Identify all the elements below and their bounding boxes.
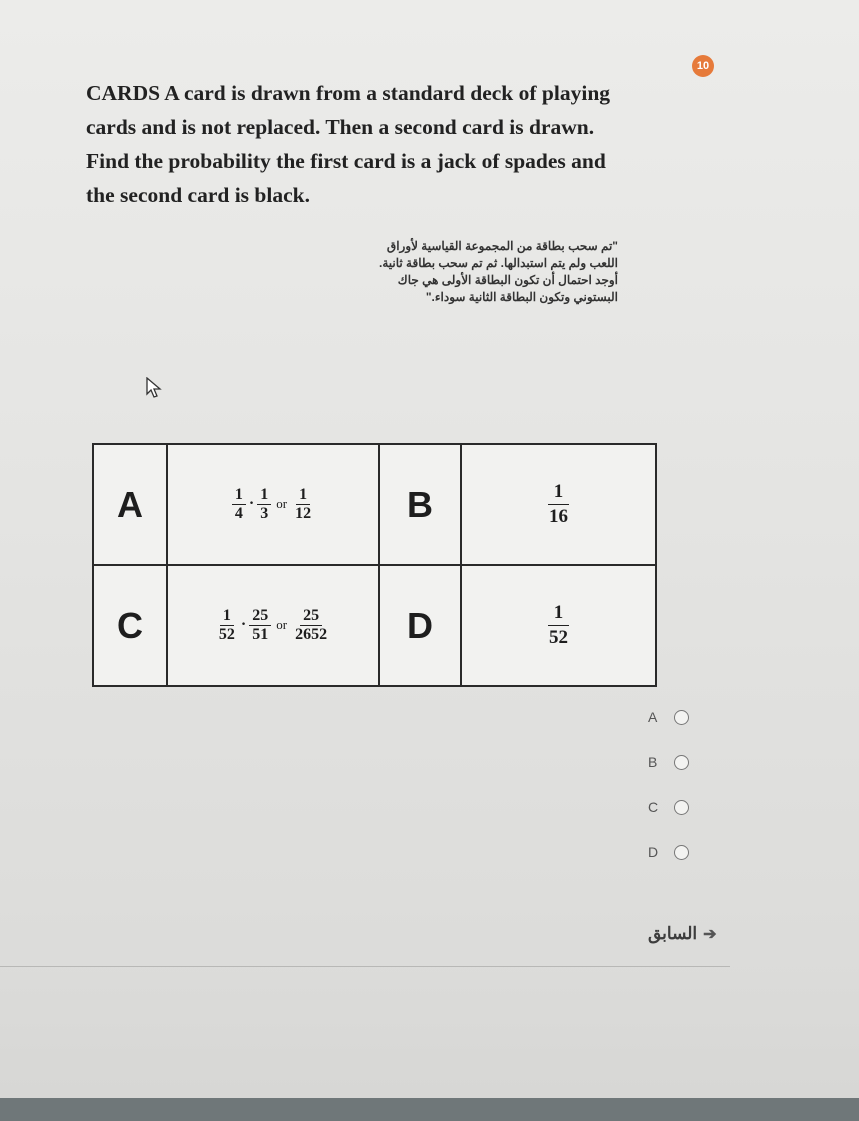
choice-letter-b: B	[379, 444, 461, 565]
choice-a-expression: $\frac{1}{4}$ · $\frac{1}{3}$ or $\frac{1}{12}$	[167, 444, 379, 565]
frac-num: 1	[232, 486, 246, 505]
mouse-cursor-icon	[146, 377, 162, 399]
arabic-translation-note: "تم سحب بطاقة من المجموعة القياسية لأوراق اللعب ولم يتم استبدالها. ثم تم سحب بطاقة ثانية. أوجد احتمال أن تكون البطاقة الأولى هي جاك البستوني وتكون البطاقة الثانية سوداء."	[378, 239, 618, 304]
frac-num: 25	[300, 607, 322, 626]
choice-letter-c: C	[93, 565, 167, 686]
option-b-radio[interactable]	[674, 755, 689, 770]
choice-d-expression	[461, 565, 656, 686]
frac-den: 52	[549, 627, 568, 648]
frac-den: 2652	[295, 626, 328, 643]
choice-c-expression: $\frac{1}{52}$ · $\frac{25}{51}$ or $\frac{25}{2652}$	[167, 565, 379, 686]
frac-num: 25	[249, 607, 271, 626]
previous-button[interactable]	[648, 924, 717, 944]
choice-letter-d: D	[379, 565, 461, 686]
option-a[interactable]	[648, 707, 689, 727]
frac-den: 4	[234, 505, 243, 522]
option-a-label: A	[648, 709, 658, 725]
option-d-radio[interactable]	[674, 845, 689, 860]
frac-num: 1	[548, 601, 570, 626]
option-d[interactable]	[648, 842, 689, 862]
bottom-bar	[0, 1098, 859, 1121]
option-d-label: D	[648, 844, 659, 860]
answer-options	[648, 707, 689, 887]
option-a-radio[interactable]	[674, 710, 689, 725]
choice-b-expression	[461, 444, 656, 565]
frac-num: 1	[220, 607, 234, 626]
previous-label: السابق	[648, 924, 698, 943]
frac-den: 3	[260, 505, 269, 522]
frac-num: 1	[548, 480, 570, 505]
frac-num: 1	[296, 486, 310, 505]
option-b[interactable]	[648, 752, 689, 772]
choice-letter-a: A	[93, 444, 167, 565]
question-number-badge: 10	[692, 55, 714, 77]
divider	[0, 966, 730, 967]
or-text: or	[276, 617, 288, 633]
frac-den: 16	[549, 506, 568, 527]
frac-den: 51	[252, 626, 269, 643]
option-c-label: C	[648, 799, 659, 815]
or-text: or	[276, 496, 288, 512]
answer-choices-table	[92, 443, 657, 687]
option-c-radio[interactable]	[674, 800, 689, 815]
option-c[interactable]	[648, 797, 689, 817]
question-text: CARDS A card is drawn from a standard deck of playing cards and is not replaced. Then a second card is drawn. Find the probability the first card is a jack of spades and the second card is black.	[86, 81, 611, 207]
arrow-right-icon: ➔	[703, 926, 717, 943]
frac-den: 12	[295, 505, 312, 522]
frac-num: 1	[257, 486, 271, 505]
frac-den: 52	[218, 626, 235, 643]
option-b-label: B	[648, 754, 658, 770]
